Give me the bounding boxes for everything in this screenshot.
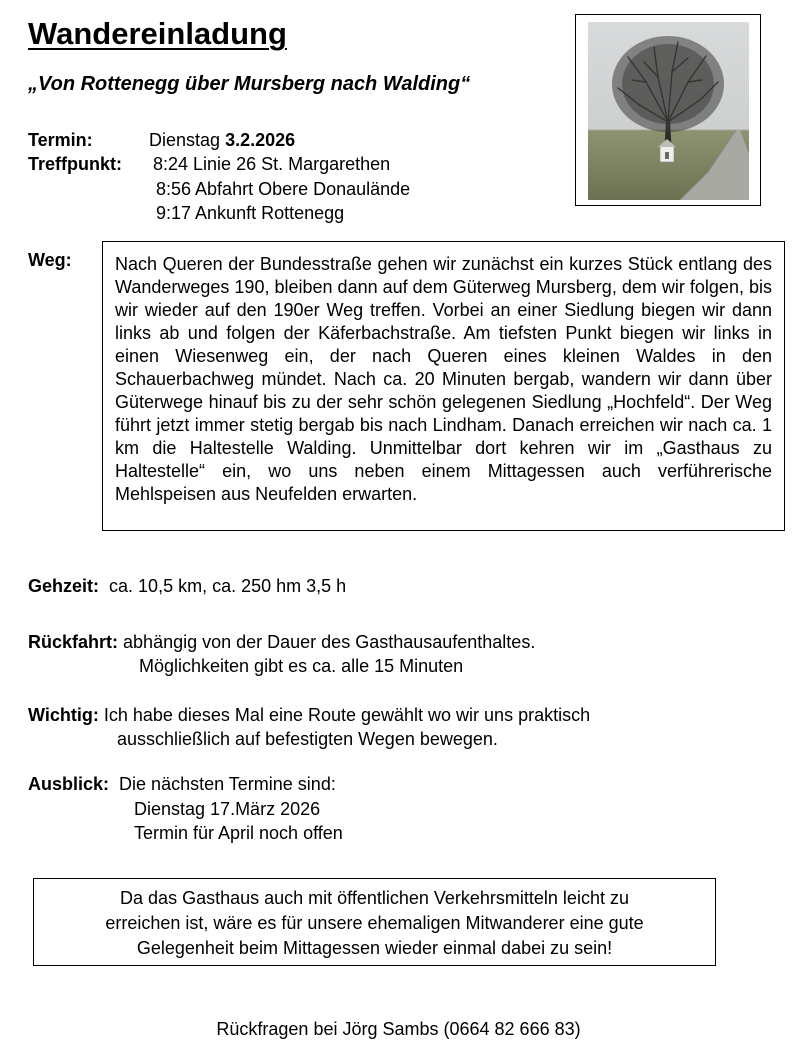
note-line: Gelegenheit beim Mittagessen wieder einmal dabei zu sein! [136,938,613,958]
contact-line: Rückfragen bei Jörg Sambs (0664 82 666 83) [216,1019,581,1039]
rueckfahrt-label: Rückfahrt: [28,632,119,652]
route-description-box [102,241,785,531]
treffpunkt-label: Treffpunkt: [28,154,122,174]
wichtig-value: Ich habe dieses Mal eine Route gewählt wo wir uns praktisch [103,705,591,725]
wichtig-line2: ausschließlich auf befestigten Wegen bewegen. [117,729,498,749]
ausblick-row [28,772,336,796]
treffpunkt-line: 8:24 Linie 26 St. Margarethen [153,154,391,174]
ausblick-value: Die nächsten Termine sind: [119,774,336,794]
wichtig-label: Wichtig: [28,705,99,725]
page-title: Wandereinladung [28,16,287,51]
treffpunkt-line: 9:17 Ankunft Rottenegg [156,203,345,223]
note-line: erreichen ist, wäre es für unsere ehemaligen Mitwanderer eine gute [105,913,644,933]
route-description: Nach Queren der Bundesstraße gehen wir zunächst ein kurzes Stück entlang des Wanderweges 190, bleiben dann auf dem Güterweg Mursberg, dem wir folgen, bis wir wieder auf den 190er Weg treffen. Vorbei an einer Siedlung biegen wir dann links ab und folgen der Käferbachstraße. Am tiefsten Punkt biegen wir links in einen Wiesenweg ein, der nach Queren eines kleinen Waldes in den Schauerbachweg mündet. Nach ca. 20 Minuten bergab, wandern wir dann über Güterwege hinauf bis zu der sehr schön gelegenen Siedlung „Hochfeld“. Der Weg führt jetzt immer stetig bergab bis nach Lindham. Danach erreichen wir nach ca. 1 km die Haltestelle Walding. Unmittelbar dort kehren wir im „Gasthaus zu Haltestelle“ ein, wo uns neben einem Mittagessen auch verführerische Mehlspeisen aus Neufelden erwarten. [115,254,772,504]
photo-frame [575,14,761,206]
rueckfahrt-line2: Möglichkeiten gibt es ca. alle 15 Minuten [139,656,464,676]
ausblick-line2: Dienstag 17.März 2026 [134,799,321,819]
invitation-note-box [33,878,716,966]
gehzeit-row [28,574,346,598]
treffpunkt-line: 8:56 Abfahrt Obere Donaulände [156,179,411,199]
termin-date: 3.2.2026 [225,130,296,150]
ausblick-line3: Termin für April noch offen [134,823,343,843]
rueckfahrt-value: abhängig von der Dauer des Gasthausaufenthaltes. [123,632,536,652]
rueckfahrt-row [28,630,535,654]
ausblick-label: Ausblick: [28,774,110,794]
wichtig-row [28,703,590,727]
gehzeit-value: ca. 10,5 km, ca. 250 hm 3,5 h [109,576,347,596]
termin-day: Dienstag [149,130,221,150]
note-line: Da das Gasthaus auch mit öffentlichen Verkehrsmitteln leicht zu [120,888,629,908]
termin-value [149,128,295,152]
termin-label: Termin: [28,130,93,150]
weg-label: Weg: [28,250,72,270]
page-subtitle: „Von Rottenegg über Mursberg nach Walding“ [28,73,471,95]
gehzeit-label: Gehzeit: [28,576,100,596]
tree-photo [588,22,749,200]
